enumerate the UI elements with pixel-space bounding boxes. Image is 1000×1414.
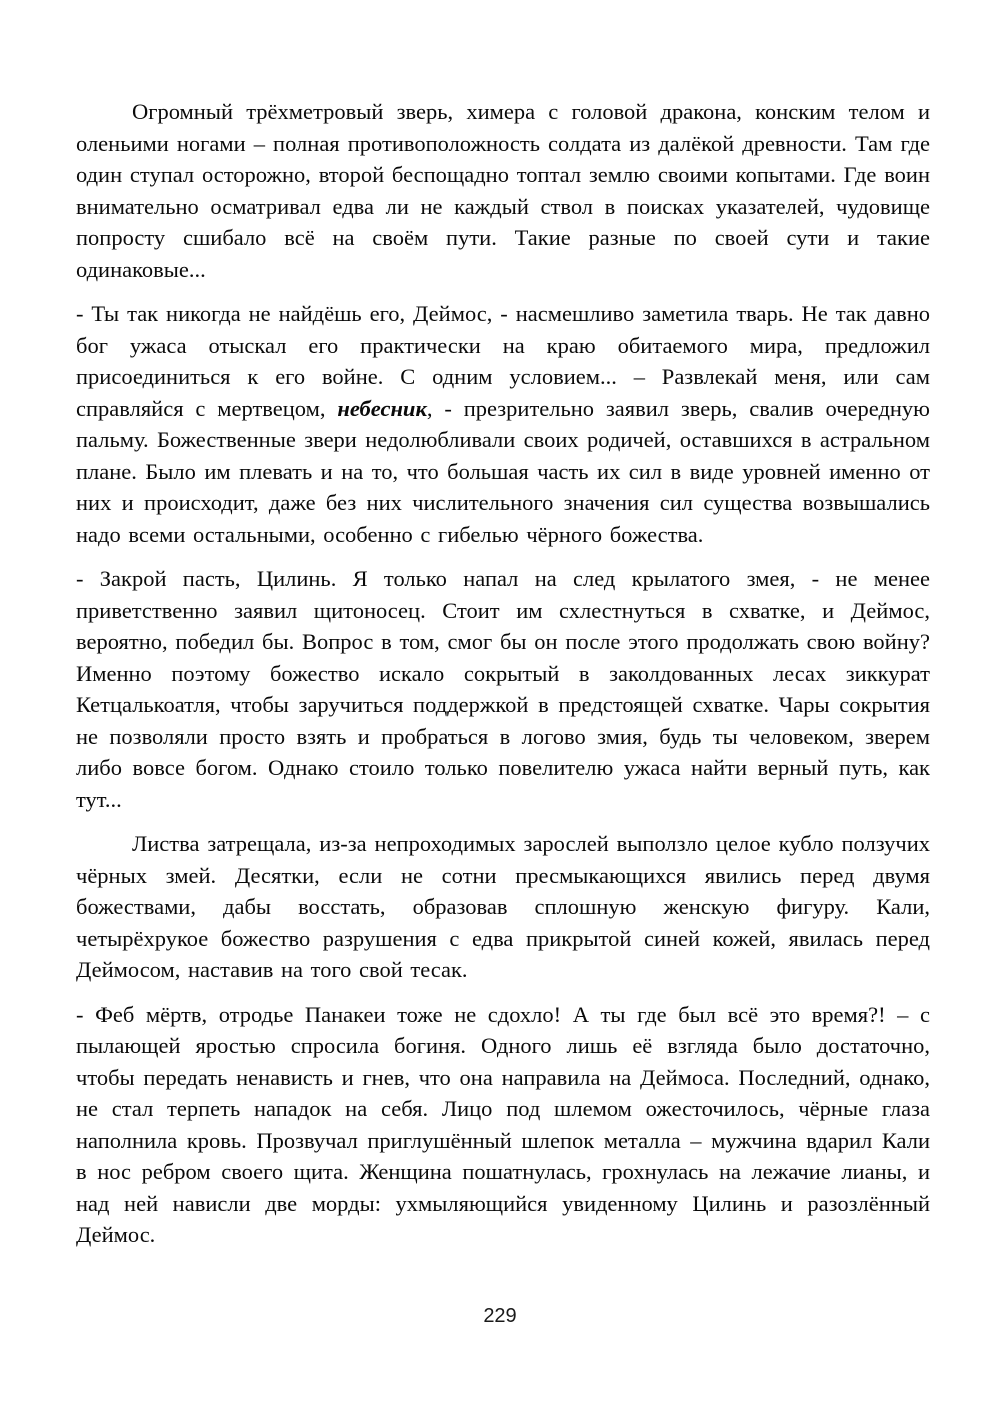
body-text <box>76 96 930 1251</box>
paragraph-kali-dialogue: - Феб мёртв, отродье Панакеи тоже не сдохло! А ты где был всё это время?! – с пылающей яростью спросила богиня. Одного лишь её взгляда было достаточно, чтобы передать ненависть и гнев, что она направила на Деймоса. Последний, однако, не стал терпеть нападок на себя. Лицо под шлемом ожесточилось, чёрные глаза наполнила кровь. Прозвучал приглушённый шлепок металла – мужчина вдарил Кали в нос ребром своего щита. Женщина пошатнулась, грохнулась на лежачие лианы, и над ней нависли две морды: ухмыляющийся увиденному Цилинь и разозлённый Деймос. <box>76 1001 930 1247</box>
emphasized-word-nebesnik: небесник <box>337 395 427 421</box>
page-number: 229 <box>483 1304 517 1327</box>
paragraph-deimos-reply: - Закрой пасть, Цилинь. Я только напал на след крылатого змея, - не менее приветственно заявил щитоносец. Стоит им схлестнуться в схватке, и Деймос, вероятно, победил бы. Вопрос в том, смог бы он после этого продолжать свою войну? Именно поэтому божество искало сокрытый в заколдованных лесах зиккурат Кетцалькоатля, чтобы заручиться поддержкой в предстоящей схватке. Чары сокрытия не позволяли просто взять и пробраться в логово змия, будь ты человеком, зверем либо вовсе богом. Однако стоило только повелителю ужаса найти верный путь, как тут... <box>76 566 930 812</box>
paragraph-beast-dialogue <box>76 298 930 550</box>
paragraph-chimera-description: Огромный трёхметровый зверь, химера с головой дракона, конским телом и оленьими ногами – полная противоположность солдата из далёкой древности. Там где один ступал осторожно, второй беспощадно топтал землю своими копытами. Где воин внимательно осматривал едва ли не каждый ствол в поисках указателей, чудовище попросту сшибало всё на своём пути. Такие разные по своей сути и такие одинаковые... <box>76 99 930 282</box>
paragraph-beast-dialogue-part-2: , - презрительно заявил зверь, свалив очередную пальму. Божественные звери недолюбливали своих родичей, оставшихся в астральном плане. Было им плевать и на то, что большая часть их сил в виде уровней именно от них и происходит, даже без них числительного значения сил существа возвышались надо всеми остальными, особенно с гибелью чёрного божества. <box>76 395 930 547</box>
paragraph-kali-appearance: Листва затрещала, из-за непроходимых зарослей выползло целое кубло ползучих чёрных змей. Десятки, если не сотни пресмыкающихся явились перед двумя божествами, дабы восстать, образовав сплошную женскую фигуру. Кали, четырёхрукое божество разрушения с едва прикрытой синей кожей, явилась перед Деймосом, наставив на того свой тесак. <box>76 831 930 982</box>
paragraph-beast-dialogue-part-1: - Ты так никогда не найдёшь его, Деймос, - насмешливо заметила тварь. Не так давно бог ужаса отыскал его практически на краю обитаемого мира, предложил присоединиться к его войне. С одним условием... – Развлекай меня, или сам справляйся с мертвецом, <box>76 301 930 421</box>
